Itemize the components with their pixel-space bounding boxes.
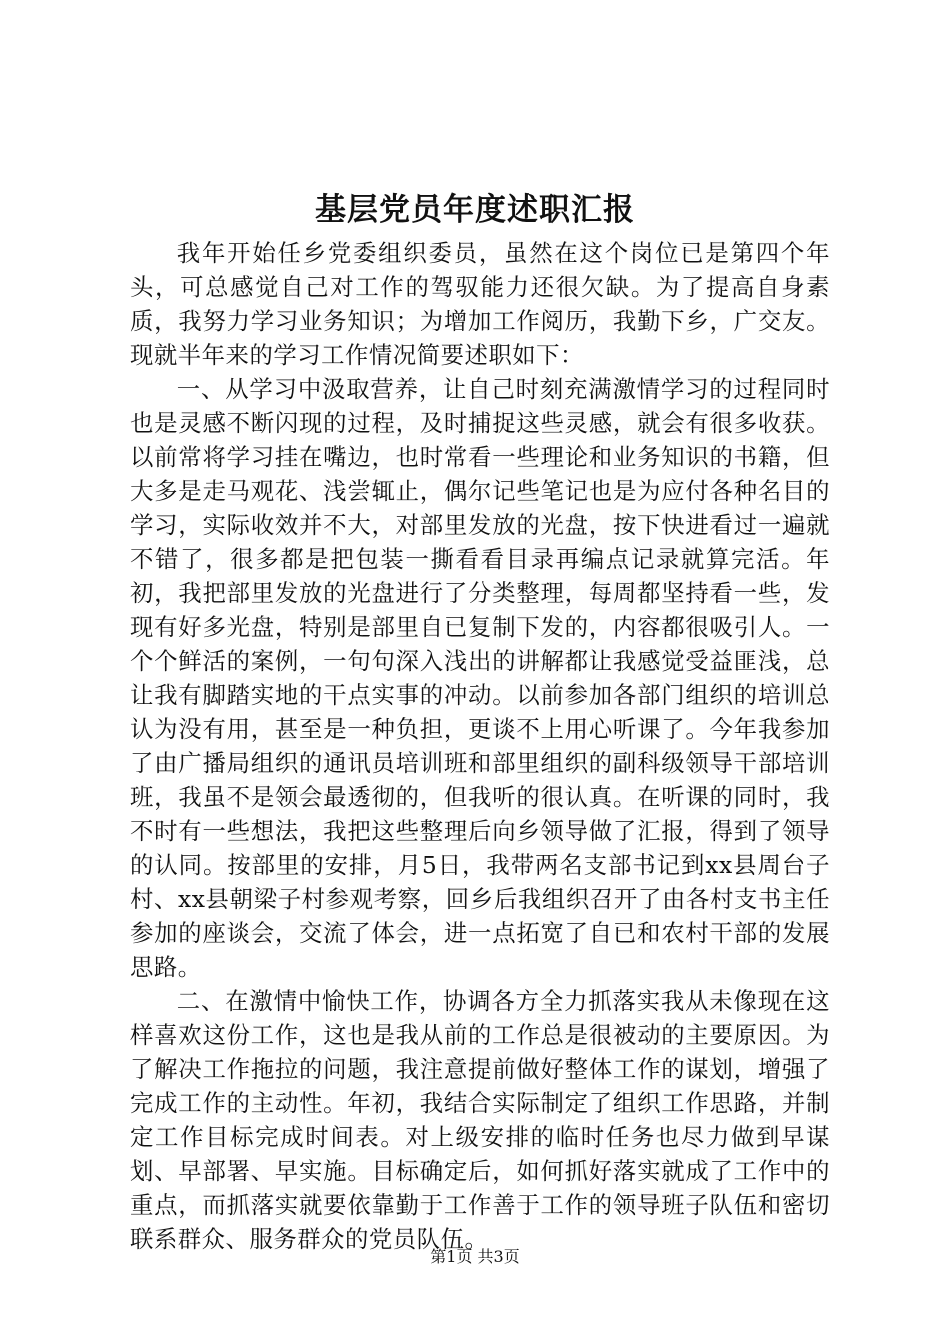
paragraph-intro: 我年开始任乡党委组织委员，虽然在这个岗位已是第四个年头，可总感觉自己对工作的驾驭能力还很欠缺。为了提高自身素质，我努力学习业务知识；为增加工作阅历，我勤下乡，广交友。现就半年来的学习工作情况简要述职如下：	[130, 239, 830, 369]
page-footer: 第1页 共3页	[430, 1247, 520, 1266]
paragraph-section-two: 二、在激情中愉快工作，协调各方全力抓落实我从未像现在这样喜欢这份工作，这也是我从前的工作总是很被动的主要原因。为了解决工作拖拉的问题，我注意提前做好整体工作的谋划，增强了完成工作的主动性。年初，我结合实际制定了组织工作思路，并制定工作目标完成时间表。对上级安排的临时任务也尽力做到早谋划、早部署、早实施。目标确定后，如何抓好落实就成了工作中的重点，而抓落实就要依靠勤于工作善于工作的领导班子队伍和密切联系群众、服务群众的党员队伍。	[130, 987, 830, 1253]
paragraph-section-one: 一、从学习中汲取营养，让自己时刻充满激情学习的过程同时也是灵感不断闪现的过程，及时捕捉这些灵感，就会有很多收获。以前常将学习挂在嘴边，也时常看一些理论和业务知识的书籍，但大多是走马观花、浅尝辄止，偶尔记些笔记也是为应付各种名目的学习，实际收效并不大，对部里发放的光盘，按下快进看过一遍就不错了，很多都是把包装一撕看看目录再编点记录就算完活。年初，我把部里发放的光盘进行了分类整理，每周都坚持看一些，发现有好多光盘，特别是部里自已复制下发的，内容都很吸引人。一个个鲜活的案例，一句句深入浅出的讲解都让我感觉受益匪浅，总让我有脚踏实地的干点实事的冲动。以前参加各部门组织的培训总认为没有用，甚至是一种负担，更谈不上用心听课了。今年我参加了由广播局组织的通讯员培训班和部里组织的副科级领导干部培训班，我虽不是领会最透彻的，但我听的很认真。在听课的同时，我不时有一些想法，我把这些整理后向乡领导做了汇报，得到了领导的认同。按部里的安排，月5日，我带两名支部书记到xx县周台子村、xx县朝梁子村参观考察，回乡后我组织召开了由各村支书主任参加的座谈会，交流了体会，进一点拓宽了自已和农村干部的发展思路。	[130, 375, 830, 981]
document-title: 基层党员年度述职汇报	[315, 192, 635, 228]
document-body	[130, 236, 830, 1256]
